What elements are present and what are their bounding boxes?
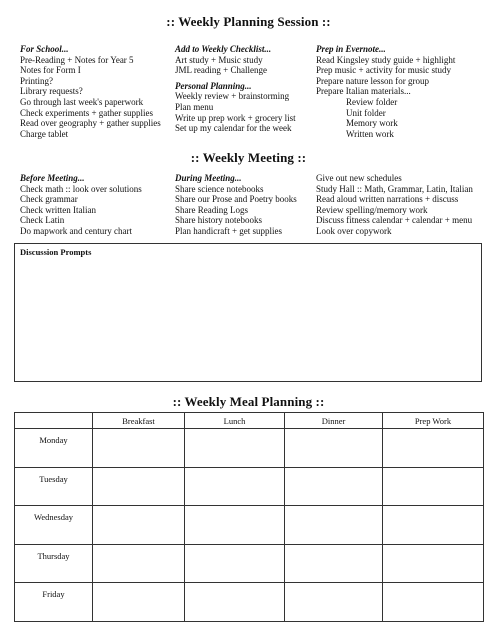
personal-heading: Personal Planning... <box>175 80 252 91</box>
before-meeting-item: Check grammar <box>20 194 78 205</box>
column-header-breakfast: Breakfast <box>93 413 185 429</box>
before-meeting-column <box>20 173 142 237</box>
meal-cell[interactable] <box>285 429 383 468</box>
evernote-column <box>316 44 455 139</box>
meal-header-row <box>15 413 484 429</box>
checklist-item: JML reading + Challenge <box>175 65 267 76</box>
checklist-column <box>175 44 296 134</box>
before-meeting-item: Check written Italian <box>20 204 96 215</box>
before-meeting-item: Check math :: look over solutions <box>20 183 142 194</box>
meal-cell[interactable] <box>93 583 185 622</box>
day-label: Wednesday <box>15 506 93 545</box>
school-item: Go through last week's paperwork <box>20 96 144 107</box>
evernote-subitem: Review folder <box>346 96 398 107</box>
after-meeting-item: Study Hall :: Math, Grammar, Latin, Italian <box>316 183 473 194</box>
school-column <box>20 44 161 139</box>
meeting-title: :: Weekly Meeting :: <box>190 150 307 165</box>
meal-cell[interactable] <box>185 544 285 583</box>
meal-cell[interactable] <box>185 429 285 468</box>
column-header-lunch: Lunch <box>185 413 285 429</box>
before-meeting-heading: Before Meeting... <box>20 173 85 183</box>
meal-cell[interactable] <box>383 429 484 468</box>
during-meeting-heading: During Meeting... <box>175 173 242 183</box>
discussion-prompts-label: Discussion Prompts <box>20 247 92 257</box>
during-meeting-item: Share Reading Logs <box>175 204 248 215</box>
after-meeting-item: Give out new schedules <box>316 173 402 183</box>
before-meeting-item: Do mapwork and century chart <box>20 225 132 236</box>
meal-cell[interactable] <box>383 506 484 545</box>
checklist-heading: Add to Weekly Checklist... <box>175 44 272 54</box>
evernote-subitem: Written work <box>346 128 394 139</box>
meal-cell[interactable] <box>383 544 484 583</box>
during-meeting-item: Share history notebooks <box>175 215 262 226</box>
meal-row-friday <box>15 583 484 622</box>
meal-cell[interactable] <box>93 544 185 583</box>
meal-row-thursday <box>15 544 484 583</box>
meal-cell[interactable] <box>285 544 383 583</box>
discussion-prompts-box[interactable] <box>14 243 482 382</box>
after-meeting-item: Read aloud written narrations + discuss <box>316 194 459 205</box>
evernote-item: Read Kingsley study guide + highlight <box>316 54 456 65</box>
meal-cell[interactable] <box>185 583 285 622</box>
personal-item: Write up prep work + grocery list <box>175 112 296 123</box>
meal-row-tuesday <box>15 467 484 506</box>
during-meeting-item: Share science notebooks <box>175 183 264 194</box>
evernote-item: Prepare Italian materials... <box>316 86 411 97</box>
day-label: Thursday <box>15 544 93 583</box>
school-item: Notes for Form I <box>20 65 81 76</box>
during-meeting-column <box>175 173 297 237</box>
checklist-item: Art study + Music study <box>175 54 263 65</box>
school-item: Pre-Reading + Notes for Year 5 <box>20 54 134 65</box>
meal-cell[interactable] <box>285 506 383 545</box>
before-meeting-item: Check Latin <box>20 215 65 226</box>
school-item: Check experiments + gather supplies <box>20 107 154 118</box>
day-label: Tuesday <box>15 467 93 506</box>
meal-cell[interactable] <box>93 467 185 506</box>
meal-row-monday <box>15 429 484 468</box>
meal-cell[interactable] <box>285 467 383 506</box>
school-heading: For School... <box>20 44 69 54</box>
meal-cell[interactable] <box>185 467 285 506</box>
meal-cell[interactable] <box>185 506 285 545</box>
after-meeting-item: Look over copywork <box>316 225 392 236</box>
meal-planning-title: :: Weekly Meal Planning :: <box>172 394 325 409</box>
during-meeting-item: Share our Prose and Poetry books <box>175 194 297 205</box>
evernote-subitem: Memory work <box>346 118 398 129</box>
school-item: Printing? <box>20 75 53 86</box>
after-meeting-item: Discuss fitness calendar + calendar + menu <box>316 215 473 226</box>
evernote-subitem: Unit folder <box>346 107 386 118</box>
personal-item: Plan menu <box>175 101 214 112</box>
evernote-heading: Prep in Evernote... <box>316 44 386 54</box>
after-meeting-column <box>316 173 473 237</box>
evernote-item: Prepare nature lesson for group <box>316 75 429 86</box>
personal-item: Weekly review + brainstorming <box>175 91 290 102</box>
planning-session-title: :: Weekly Planning Session :: <box>166 14 331 29</box>
meal-cell[interactable] <box>93 429 185 468</box>
meal-cell[interactable] <box>383 467 484 506</box>
school-item: Read over geography + gather supplies <box>20 118 161 129</box>
day-label: Monday <box>15 429 93 468</box>
corner-cell <box>15 413 93 429</box>
column-header-prep-work: Prep Work <box>383 413 484 429</box>
column-header-dinner: Dinner <box>285 413 383 429</box>
during-meeting-item: Plan handicraft + get supplies <box>175 225 283 236</box>
school-item: Library requests? <box>20 86 83 97</box>
meal-row-wednesday <box>15 506 484 545</box>
school-item: Charge tablet <box>20 128 69 139</box>
personal-item: Set up my calendar for the week <box>175 123 292 134</box>
meal-cell[interactable] <box>383 583 484 622</box>
meal-cell[interactable] <box>93 506 185 545</box>
evernote-item: Prep music + activity for music study <box>316 65 452 76</box>
meal-planning-table <box>14 412 484 622</box>
meal-cell[interactable] <box>285 583 383 622</box>
day-label: Friday <box>15 583 93 622</box>
after-meeting-item: Review spelling/memory work <box>316 204 428 215</box>
